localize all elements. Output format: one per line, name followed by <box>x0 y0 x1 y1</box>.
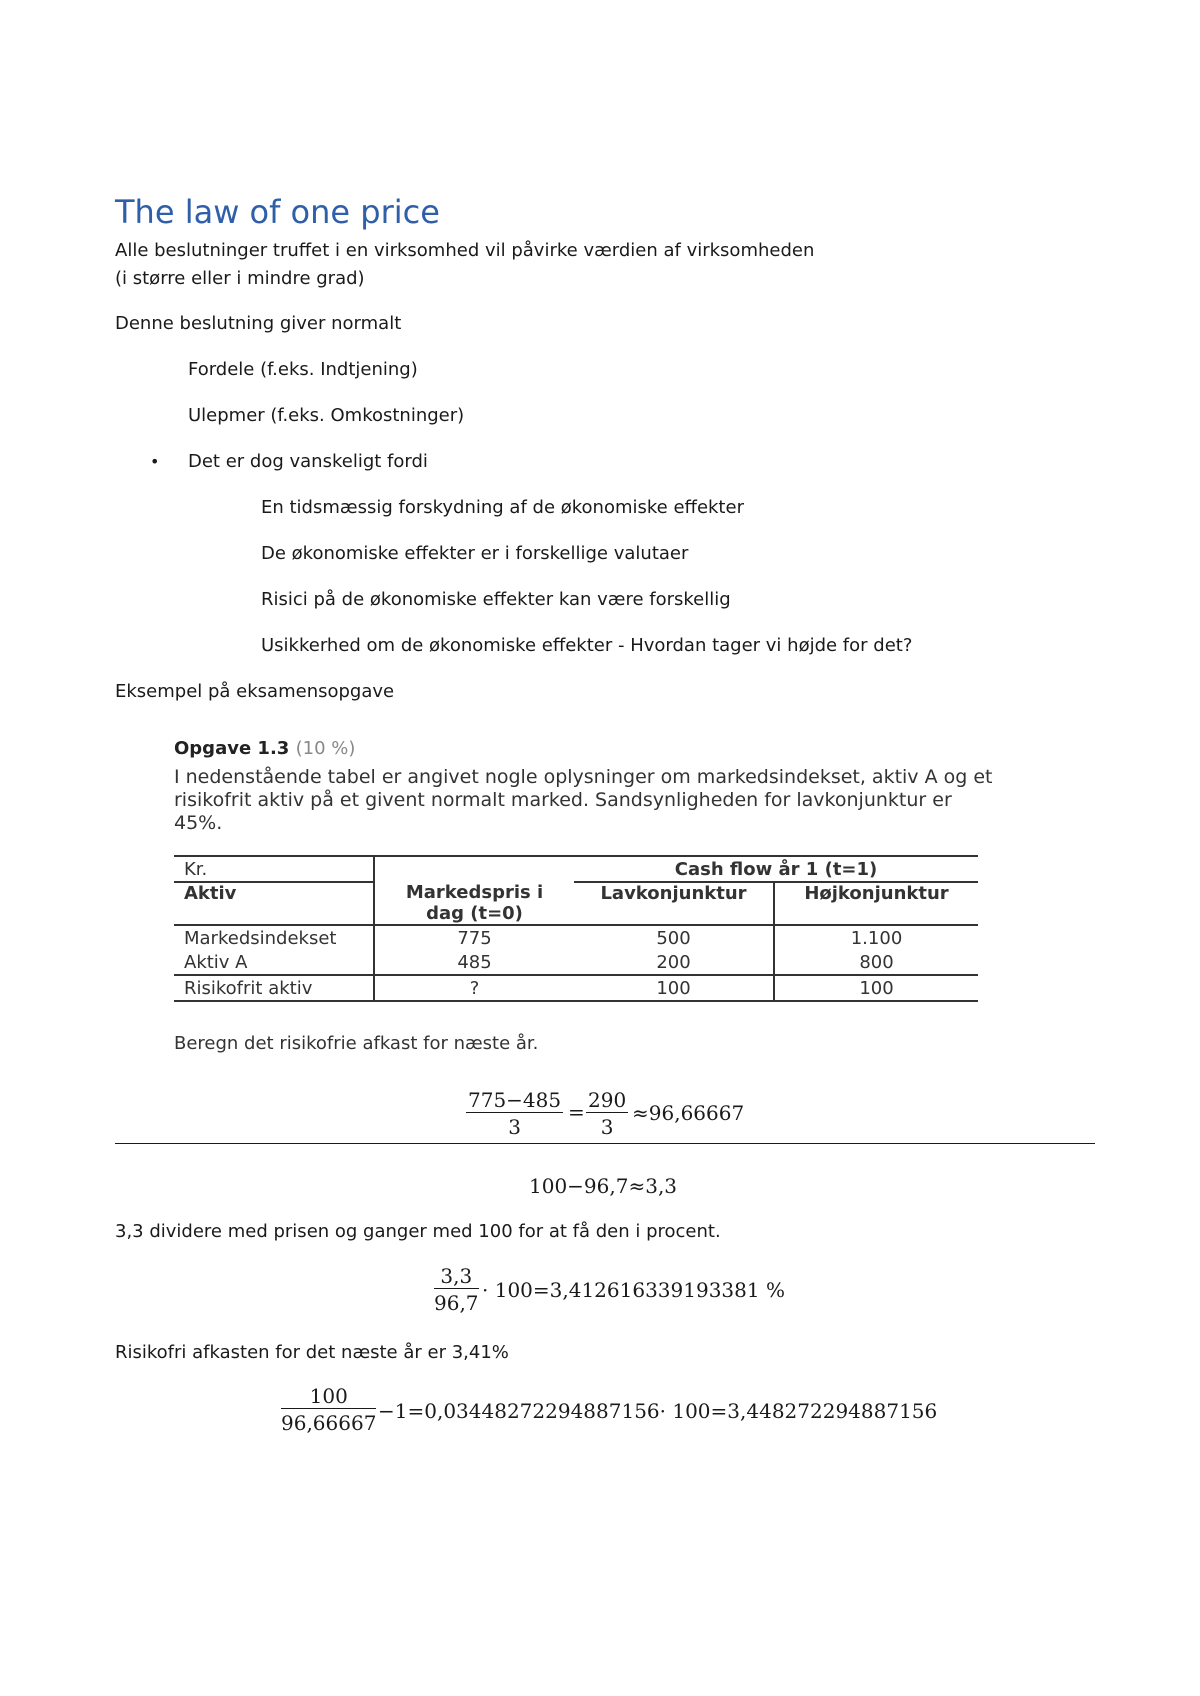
table-row <box>174 882 978 925</box>
calc2: 100−96,7≈3,3 <box>529 1174 678 1198</box>
cell-low: 200 <box>574 950 774 975</box>
intro-line-1: Alle beslutninger truffet i en virksomhed vil påvirke værdien af virksomheden <box>115 240 815 261</box>
cell-high: 100 <box>774 975 978 1001</box>
cell-price: ? <box>374 975 574 1001</box>
fraction-1-numerator: 775−485 <box>468 1088 562 1112</box>
result-text: Risikofri afkasten for det næste år er 3,41% <box>115 1342 509 1363</box>
col-low-header: Lavkonjunktur <box>574 882 774 925</box>
fraction-4 <box>281 1384 376 1435</box>
page-title: The law of one price <box>115 193 440 231</box>
cell-asset: Aktiv A <box>174 950 374 975</box>
table-row <box>174 975 978 1001</box>
col-price-header <box>374 882 574 925</box>
fraction-1 <box>466 1088 563 1139</box>
cashflow-header: Cash flow år 1 (t=1) <box>574 856 978 882</box>
exam-question: Beregn det risikofrie afkast for næste år. <box>174 1033 539 1054</box>
explanation-line: 3,3 dividere med prisen og ganger med 100 for at få den i procent. <box>115 1221 721 1242</box>
fraction-2-numerator: 290 <box>588 1088 627 1112</box>
reason-item: Risici på de økonomiske effekter kan være forskellig <box>261 589 731 610</box>
decision-line: Denne beslutning giver normalt <box>115 313 402 334</box>
exam-heading <box>174 738 355 759</box>
cell-price: 485 <box>374 950 574 975</box>
table-unit: Kr. <box>174 856 374 882</box>
exam-text-line: 45%. <box>174 812 223 834</box>
fraction-4-numerator: 100 <box>309 1384 348 1408</box>
cell-asset: Markedsindekset <box>184 927 337 949</box>
col-high-header: Højkonjunktur <box>774 882 978 925</box>
fraction-1-denominator: 3 <box>466 1112 563 1139</box>
fraction-3-denominator: 96,7 <box>434 1288 479 1315</box>
advantages-line: Fordele (f.eks. Indtjening) <box>188 359 418 380</box>
cell-high: 1.100 <box>774 925 978 950</box>
exam-text-line: I nedenstående tabel er angivet nogle oplysninger om markedsindekset, aktiv A og et <box>174 766 993 788</box>
table-empty-cell <box>374 856 574 882</box>
cell-price: 775 <box>374 925 574 950</box>
fraction-2 <box>586 1088 628 1139</box>
col-price-line2: dag (t=0) <box>426 903 523 924</box>
calc4-result: −1=0,03448272294887156· 100=3,448272294887156 <box>378 1399 938 1423</box>
exam-text-line: risikofrit aktiv på et givent normalt marked. Sandsynligheden for lavkonjunktur er <box>174 789 952 811</box>
intro-line-2: (i større eller i mindre grad) <box>115 268 365 289</box>
cell-high: 800 <box>774 950 978 975</box>
cell-low: 500 <box>656 927 691 949</box>
reason-item: Usikkerhed om de økonomiske effekter - Hvordan tager vi højde for det? <box>261 635 913 656</box>
calc1-result: ≈96,66667 <box>632 1101 745 1125</box>
col-price-line1: Markedspris i <box>405 882 544 903</box>
table-row <box>174 856 978 882</box>
exam-weight: (10 %) <box>295 738 356 759</box>
disadvantages-line: Ulepmer (f.eks. Omkostninger) <box>188 405 465 426</box>
equals-sign: = <box>568 1100 585 1124</box>
fraction-3-numerator: 3,3 <box>440 1264 473 1288</box>
exam-table <box>174 855 978 1002</box>
cell-low: 100 <box>574 975 774 1001</box>
table-row <box>174 925 978 950</box>
fraction-2-denominator: 3 <box>586 1112 628 1139</box>
col-asset-header: Aktiv <box>174 882 374 925</box>
exam-heading-text: Opgave 1.3 <box>174 738 290 759</box>
fraction-3 <box>434 1264 479 1315</box>
reason-item: En tidsmæssig forskydning af de økonomiske effekter <box>261 497 744 518</box>
cell-asset: Risikofrit aktiv <box>174 975 374 1001</box>
reason-item: De økonomiske effekter er i forskellige valutaer <box>261 543 689 564</box>
calc3-result: · 100=3,412616339193381 % <box>482 1278 785 1302</box>
difficulty-line: Det er dog vanskeligt fordi <box>188 451 428 472</box>
table-row <box>174 950 978 975</box>
bullet-icon: • <box>150 452 160 471</box>
horizontal-rule <box>115 1143 1095 1144</box>
fraction-4-denominator: 96,66667 <box>281 1408 376 1435</box>
example-label: Eksempel på eksamensopgave <box>115 681 395 702</box>
